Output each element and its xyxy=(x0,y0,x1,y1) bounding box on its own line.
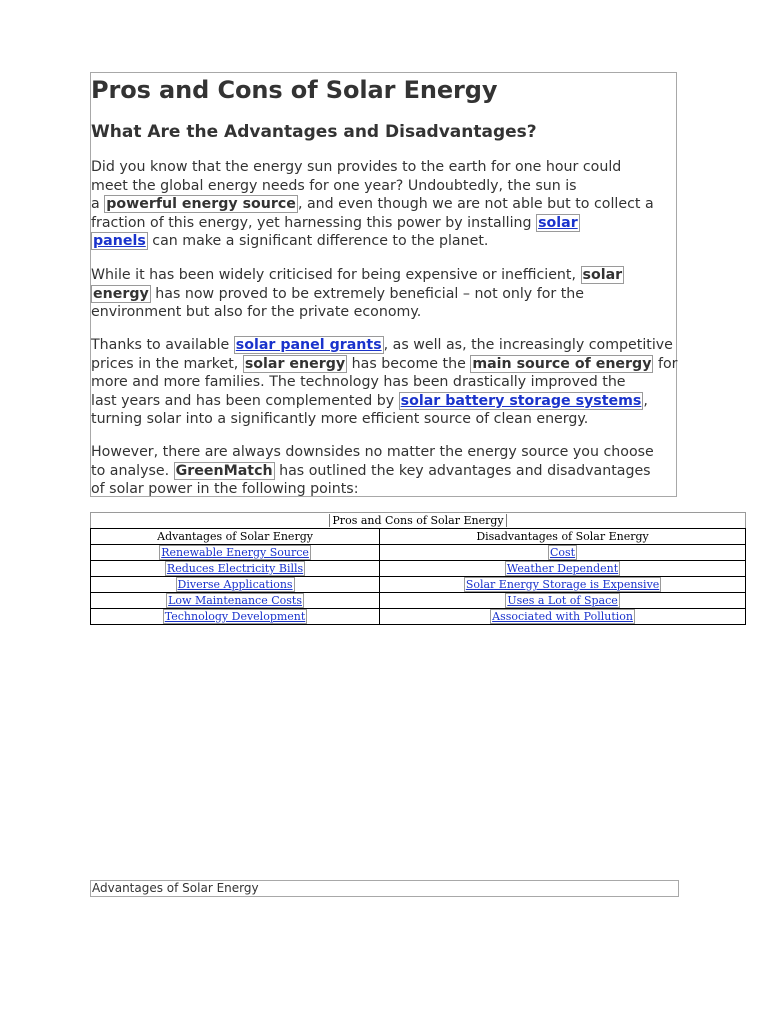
header-disadvantages: Disadvantages of Solar Energy xyxy=(380,529,746,545)
highlight-main-source-of-energy: main source of energy xyxy=(472,355,652,372)
section-heading-advantages: Advantages of Solar Energy xyxy=(90,880,679,897)
link-diverse-applications[interactable]: Diverse Applications xyxy=(177,578,293,591)
text-line: a powerful energy source , and even though we are not able but to collect a xyxy=(91,196,654,213)
text-line: However, there are always downsides no matter the energy source you choose xyxy=(91,444,654,460)
paragraph-downsides xyxy=(91,443,681,499)
link-solar-battery-storage[interactable]: solar battery storage systems xyxy=(400,392,642,409)
link-reduces-electricity-bills[interactable]: Reduces Electricity Bills xyxy=(166,562,304,575)
table-row xyxy=(91,609,746,625)
table-cell xyxy=(91,545,380,561)
link-solar-panel-grants[interactable]: solar panel grants xyxy=(235,337,382,353)
pros-cons-table xyxy=(90,512,746,625)
text-line: Thanks to available solar panel grants , as well as, the increasingly competitive xyxy=(91,337,673,353)
table-caption-row xyxy=(91,513,746,529)
table-cell xyxy=(380,545,746,561)
highlight-greenmatch: GreenMatch xyxy=(175,462,273,479)
table-caption: Pros and Cons of Solar Energy xyxy=(91,513,746,529)
link-weather-dependent[interactable]: Weather Dependent xyxy=(506,562,619,575)
text-line: energy has now proved to be extremely beneficial – not only for the xyxy=(93,285,585,302)
link-renewable-energy-source[interactable]: Renewable Energy Source xyxy=(161,546,309,559)
highlight-solar-energy-2: solar energy xyxy=(244,355,346,372)
page-subtitle: What Are the Advantages and Disadvantages? xyxy=(91,122,537,142)
highlight-solar-energy: solar xyxy=(582,267,623,283)
paragraph-intro xyxy=(91,158,681,251)
table-cell xyxy=(380,609,746,625)
link-low-maintenance-costs[interactable]: Low Maintenance Costs xyxy=(168,594,302,607)
table-cell xyxy=(91,609,380,625)
text-line: prices in the market, solar energy has become the main source of energy for xyxy=(91,355,678,372)
paragraph-criticism xyxy=(91,266,681,322)
table-header-row xyxy=(91,529,746,545)
header-advantages: Advantages of Solar Energy xyxy=(91,529,380,545)
page-title: Pros and Cons of Solar Energy xyxy=(91,76,498,104)
link-solar-panels-cont[interactable]: panels xyxy=(93,233,146,250)
link-uses-a-lot-of-space[interactable]: Uses a Lot of Space xyxy=(507,594,618,607)
text-line: While it has been widely criticised for being expensive or inefficient, solar xyxy=(91,267,623,283)
text-line: Did you know that the energy sun provides to the earth for one hour could xyxy=(91,159,622,175)
link-storage-expensive[interactable]: Solar Energy Storage is Expensive xyxy=(465,578,660,591)
link-solar-panels[interactable]: solar xyxy=(538,214,578,231)
table-cell xyxy=(380,577,746,593)
text-line: meet the global energy needs for one year? Undoubtedly, the sun is xyxy=(91,177,577,194)
table-row xyxy=(91,561,746,577)
table-cell xyxy=(91,561,380,577)
table-cell xyxy=(91,593,380,609)
text-line: last years and has been complemented by solar battery storage systems , xyxy=(91,392,648,409)
table-row xyxy=(91,545,746,561)
text-line: more and more families. The technology has been drastically improved the xyxy=(91,374,626,391)
link-cost[interactable]: Cost xyxy=(550,546,576,559)
table-cell xyxy=(91,577,380,593)
text-line: of solar power in the following points: xyxy=(91,481,359,498)
text-line: turning solar into a significantly more efficient source of clean energy. xyxy=(91,411,589,428)
paragraph-grants xyxy=(91,336,681,429)
text-line: panels can make a significant difference to the planet. xyxy=(93,233,489,250)
table-cell xyxy=(380,561,746,577)
highlight-powerful-energy-source: powerful energy source xyxy=(106,196,296,213)
table-row xyxy=(91,593,746,609)
text-line: environment but also for the private economy. xyxy=(91,304,422,321)
table-row xyxy=(91,577,746,593)
link-associated-with-pollution[interactable]: Associated with Pollution xyxy=(492,610,633,623)
highlight-solar-energy-cont: energy xyxy=(93,285,149,302)
text-line: fraction of this energy, yet harnessing this power by installing solar xyxy=(91,214,578,231)
table-cell xyxy=(380,593,746,609)
link-technology-development[interactable]: Technology Development xyxy=(164,610,306,623)
text-line: to analyse. GreenMatch has outlined the key advantages and disadvantages xyxy=(91,462,651,479)
